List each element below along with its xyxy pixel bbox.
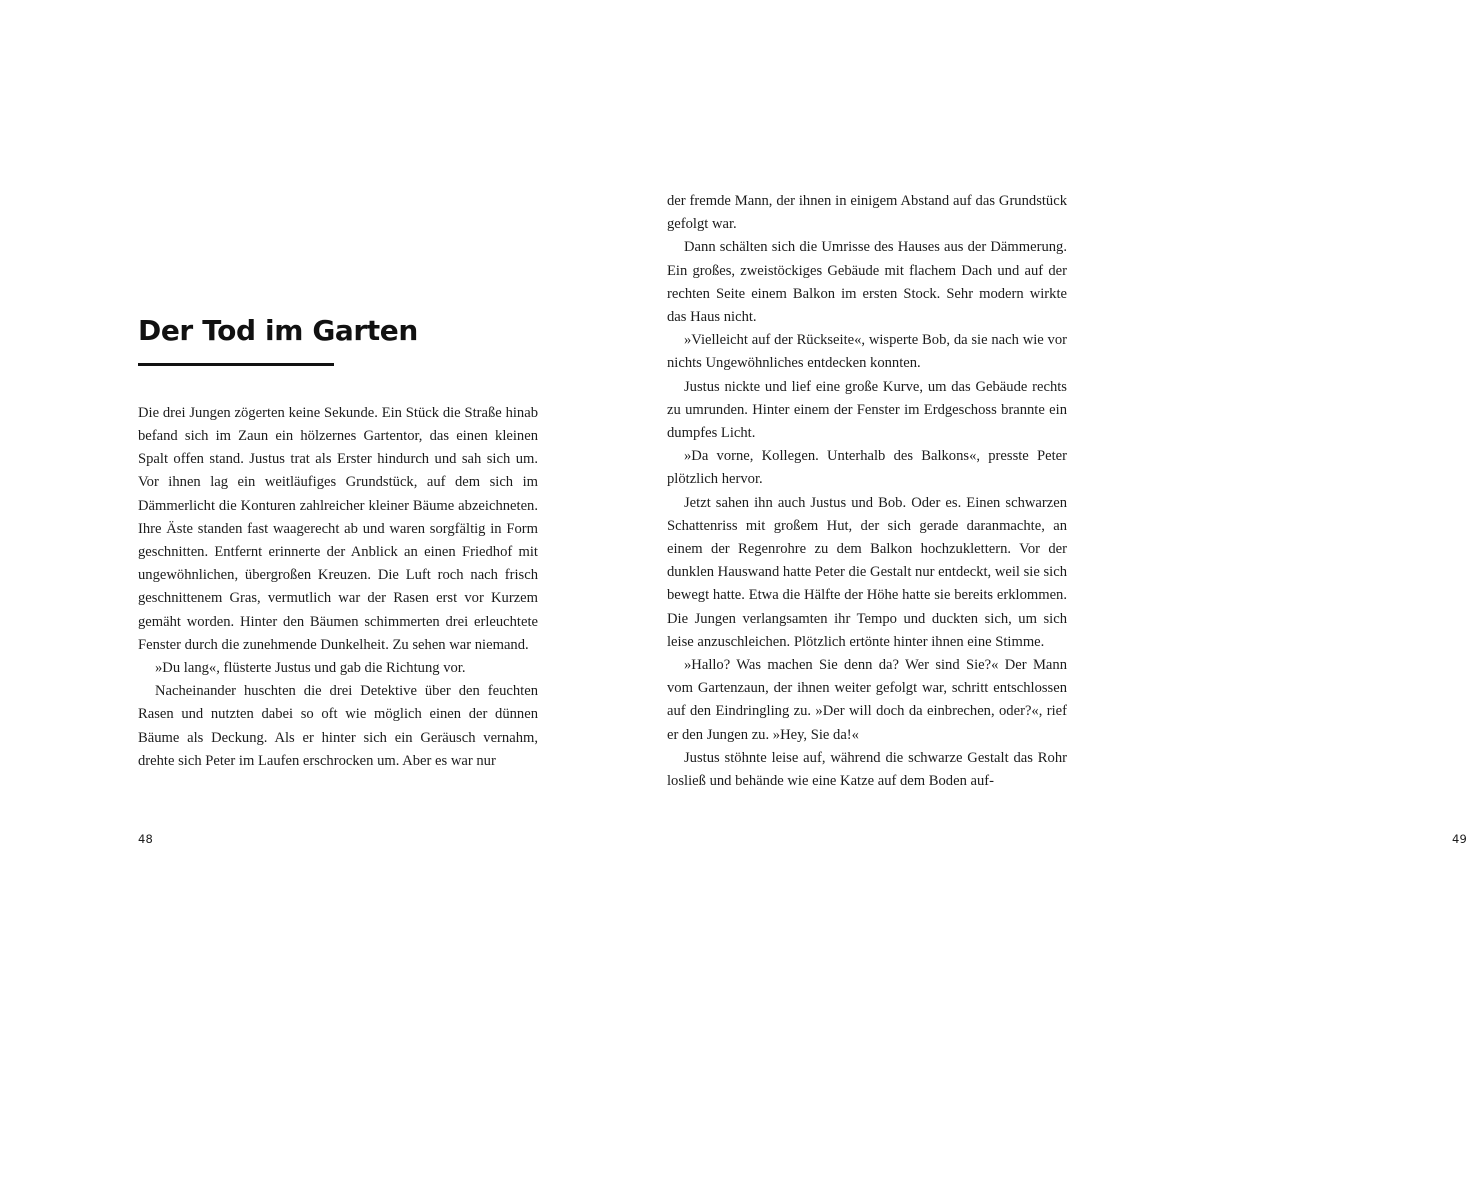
right-page <box>600 0 1467 1200</box>
paragraph: Die drei Jungen zögerten keine Sekunde. Ein Stück die Straße hinab befand sich im Zaun ein hölzernes Gartentor, das einen kleinen Spalt offen stand. Justus trat als Erster hindurch und sah sich um. Vor ihnen lag ein weitläufiges Grundstück, auf dem sich im Dämmerlicht die Konturen zahlreicher kleiner Bäume abzeichneten. Ihre Äste standen fast waagerecht ab und waren sorgfältig in Form geschnitten. Entfernt erinnerte der Anblick an einen Friedhof mit ungewöhnlichen, übergroßen Kreuzen. Die Luft roch nach frisch geschnittenem Gras, vermutlich war der Rasen erst vor Kurzem gemäht worden. Hinter den Bäumen schimmerten drei erleuchtete Fenster durch die zunehmende Dunkelheit. Zu sehen war niemand. <box>138 404 538 653</box>
page-number-left: 48 <box>138 832 154 846</box>
paragraph: »Hallo? Was machen Sie denn da? Wer sind Sie?« Der Mann vom Gartenzaun, der ihnen weiter gefolgt war, schritt entschlossen auf den Eindringling zu. »Der will doch da einbrechen, oder?«, rief er den Jungen zu. »Hey, Sie da!« <box>667 657 1067 743</box>
paragraph: Jetzt sahen ihn auch Justus und Bob. Oder es. Einen schwarzen Schattenriss mit großem Hut, der sich gerade daranmachte, an einem der Regenrohre zu dem Balkon hochzuklettern. Vor der dunklen Hauswand hatte Peter die Gestalt nur entdeckt, weil sie sich bewegt hatte. Etwa die Hälfte der Höhe hatte sie bereits erklommen. Die Jungen verlangsamten ihr Tempo und duckten sich, um sich leise anzuschleichen. Plötzlich ertönte hinter ihnen eine Stimme. <box>667 494 1067 650</box>
left-text-column <box>138 190 538 773</box>
paragraph: »Vielleicht auf der Rückseite«, wisperte Bob, da sie nach wie vor nichts Ungewöhnliches entdecken konnten. <box>667 332 1067 372</box>
chapter-title: Der Tod im Garten <box>138 314 418 347</box>
title-rule <box>138 363 334 366</box>
right-text-column <box>667 190 1067 793</box>
paragraph: Dann schälten sich die Umrisse des Hauses aus der Dämmerung. Ein großes, zweistöckiges Gebäude mit flachem Dach und auf der rechten Seite einem Balkon im ersten Stock. Sehr modern wirkte das Haus nicht. <box>667 239 1067 326</box>
paragraph: »Da vorne, Kollegen. Unterhalb des Balkons«, presste Peter plötzlich hervor. <box>667 448 1067 488</box>
paragraph: Justus nickte und lief eine große Kurve, um das Gebäude rechts zu umrunden. Hinter einem der Fenster im Erdgeschoss brannte ein dumpfes Licht. <box>667 378 1067 442</box>
paragraph: Justus stöhnte leise auf, während die schwarze Gestalt das Rohr losließ und behände wie eine Katze auf dem Boden auf- <box>667 749 1067 790</box>
paragraph: Nacheinander huschten die drei Detektive über den feuchten Rasen und nutzten dabei so oft wie möglich einen der dünnen Bäume als Deckung. Als er hinter sich ein Geräusch vernahm, drehte sich Peter im Laufen erschrocken um. Aber es war nur <box>138 683 538 769</box>
paragraph: der fremde Mann, der ihnen in einigem Abstand auf das Grundstück gefolgt war. <box>667 193 1067 233</box>
left-page <box>0 0 600 1200</box>
page-number-right: 49 <box>1451 832 1467 846</box>
paragraph: »Du lang«, flüsterte Justus und gab die Richtung vor. <box>155 660 466 677</box>
